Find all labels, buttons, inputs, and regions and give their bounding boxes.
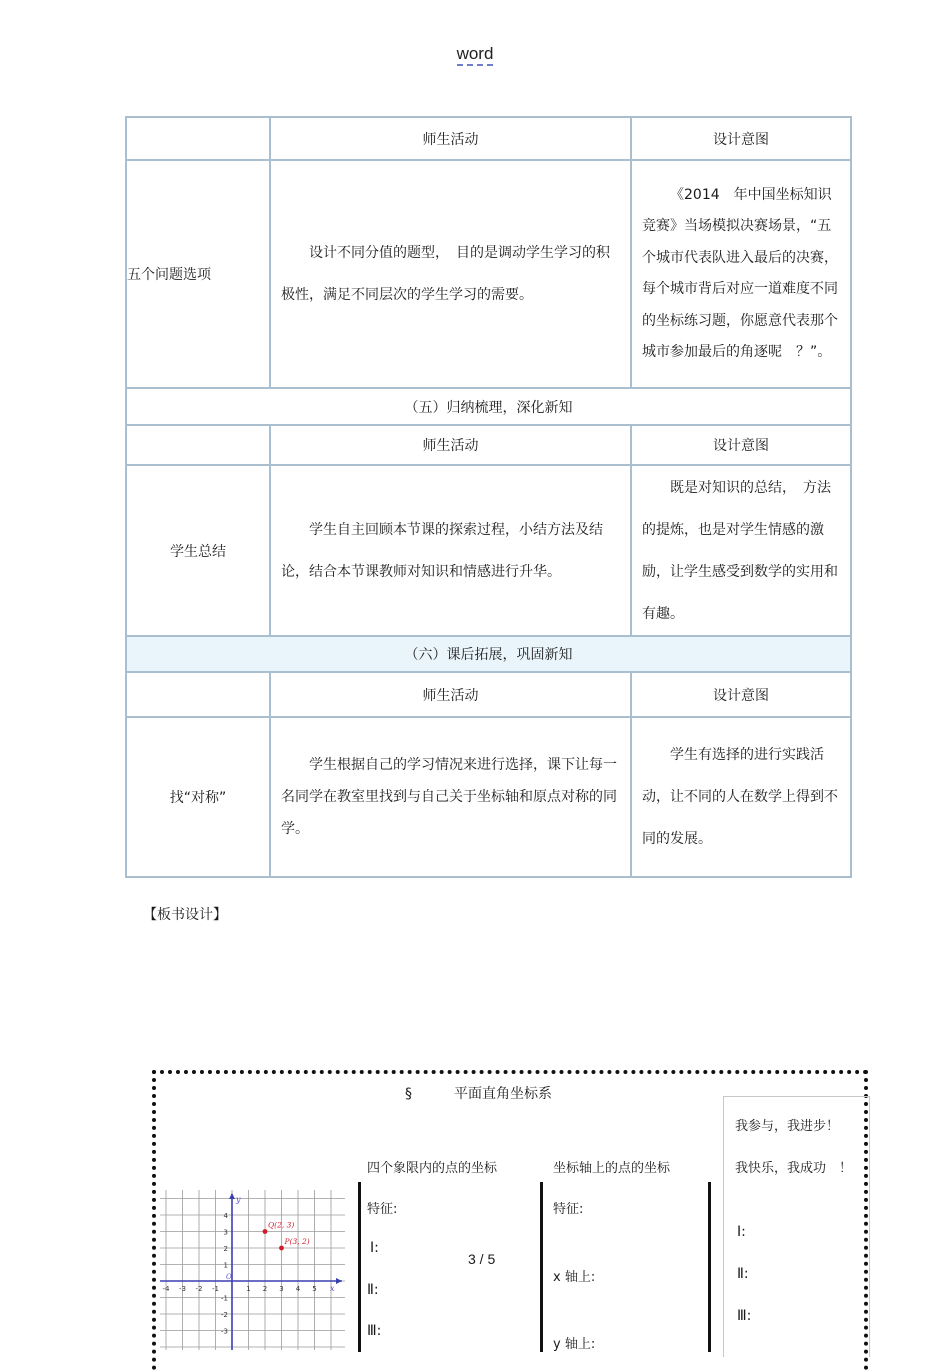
page-header [0, 44, 950, 64]
quadrant-item: Ⅰ: [370, 1240, 379, 1256]
point-label: P(3, 2) [284, 1237, 310, 1246]
x-axis-item: x 轴上: [553, 1270, 596, 1285]
section-row [126, 388, 851, 425]
x-tick-label: -1 [212, 1285, 219, 1293]
y-axis-arrow [229, 1193, 235, 1199]
intent-text: 既是对知识的总结， 方法的提炼，也是对学生情感的激励，让学生感受到数学的实用和有趣。 [642, 479, 838, 622]
quadrant-item: Ⅱ: [367, 1282, 379, 1298]
graph-grid [160, 1190, 345, 1350]
col-activity-header: 师生活动 [270, 672, 631, 717]
activity-cell [270, 160, 631, 388]
graph-ticks [163, 1212, 317, 1336]
section-row [126, 636, 851, 672]
divider-line [540, 1182, 543, 1352]
point-marker [263, 1229, 268, 1234]
col1-title: 四个象限内的点的坐标 [367, 1161, 498, 1176]
page-number: 3 / 5 [468, 1251, 496, 1267]
note-line-1: 我参与，我进步！ [735, 1119, 840, 1134]
col2-title: 坐标轴上的点的坐标 [553, 1161, 671, 1176]
row-label: 找“对称” [126, 717, 270, 877]
col-intent-header: 设计意图 [631, 117, 851, 160]
empty-cell [126, 672, 270, 717]
x-axis-arrow [336, 1278, 342, 1284]
y-tick-label: 1 [223, 1261, 228, 1270]
point-label: Q(2, 3) [268, 1220, 295, 1230]
quadrant-item: Ⅲ: [367, 1323, 382, 1339]
activity-cell [270, 465, 631, 636]
note-box [723, 1096, 870, 1357]
y-axis-item: y 轴上: [553, 1337, 596, 1352]
activity-text: 学生自主回顾本节课的探索过程，小结方法及结论，结合本节课教师对知识和情感进行升华。 [281, 521, 603, 580]
x-tick-label: 2 [262, 1285, 268, 1293]
x-tick-label: -4 [162, 1285, 170, 1293]
y-tick-label: -2 [221, 1311, 228, 1319]
activity-text: 学生根据自己的学习情况来进行选择，课下让每一名同学在教室里找到与自己关于坐标轴和原点对称的同学。 [281, 757, 617, 837]
section-title: （五）归纳梳理，深化新知 [126, 388, 851, 425]
col1-feature: 特征: [367, 1202, 398, 1217]
table-header-row [126, 117, 851, 160]
coordinate-graph [160, 1190, 345, 1350]
empty-cell [126, 117, 270, 160]
table-row [126, 160, 851, 388]
intent-text: 学生有选择的进行实践活动，让不同的人在数学上得到不同的发展。 [642, 747, 838, 847]
board-title: § 平面直角坐标系 [405, 1086, 552, 1102]
note-item: Ⅲ: [737, 1308, 752, 1324]
intent-cell [631, 160, 851, 388]
intent-cell [631, 717, 851, 877]
graph-points [263, 1221, 310, 1251]
col-intent-header: 设计意图 [631, 425, 851, 465]
y-tick-label: 2 [223, 1245, 228, 1253]
note-item: Ⅱ: [737, 1266, 749, 1282]
table-header-row [126, 425, 851, 465]
row-label: 五个问题选项 [126, 160, 270, 388]
header-text: word [457, 44, 494, 66]
activity-cell [270, 717, 631, 877]
y-tick-label: -1 [221, 1294, 228, 1303]
activity-text: 设计不同分值的题型， 目的是调动学生学习的积极性，满足不同层次的学生学习的需要。 [281, 245, 610, 303]
col-activity-header: 师生活动 [270, 117, 631, 160]
empty-cell [126, 425, 270, 465]
divider-line [708, 1182, 711, 1352]
col-activity-header: 师生活动 [270, 425, 631, 465]
col2-feature: 特征: [553, 1202, 584, 1217]
table-row [126, 465, 851, 636]
x-tick-label: 3 [279, 1285, 284, 1293]
note-item: Ⅰ: [737, 1224, 746, 1240]
x-tick-label: 4 [295, 1285, 301, 1293]
x-axis-label: x [330, 1284, 335, 1293]
y-tick-label: 4 [223, 1212, 228, 1220]
intent-text: 《2014 年中国坐标知识竞赛》当场模拟决赛场景，“五个城市代表队进入最后的决赛，每个城市背后对应一道难度不同的坐标练习题，你愿意代表那个城市参加最后的角逐呢 ？”。 [642, 186, 838, 360]
point-marker [279, 1246, 284, 1251]
origin-label: O [226, 1273, 232, 1281]
lesson-plan-table [125, 116, 852, 878]
y-axis-label: y [236, 1195, 241, 1204]
board-design-heading: 【板书设计】 [143, 907, 227, 923]
section-title: （六）课后拓展，巩固新知 [126, 636, 851, 672]
x-tick-label: 5 [312, 1285, 317, 1293]
intent-cell [631, 465, 851, 636]
divider-line [358, 1182, 361, 1352]
x-tick-label: 1 [246, 1285, 251, 1293]
note-line-2: 我快乐，我成功 ！ [735, 1161, 853, 1176]
table-header-row [126, 672, 851, 717]
row-label: 学生总结 [126, 465, 270, 636]
table-row [126, 717, 851, 877]
y-tick-label: -3 [221, 1327, 228, 1336]
col-intent-header: 设计意图 [631, 672, 851, 717]
x-tick-label: -3 [179, 1285, 186, 1293]
x-tick-label: -2 [195, 1285, 203, 1293]
y-tick-label: 3 [223, 1228, 228, 1237]
